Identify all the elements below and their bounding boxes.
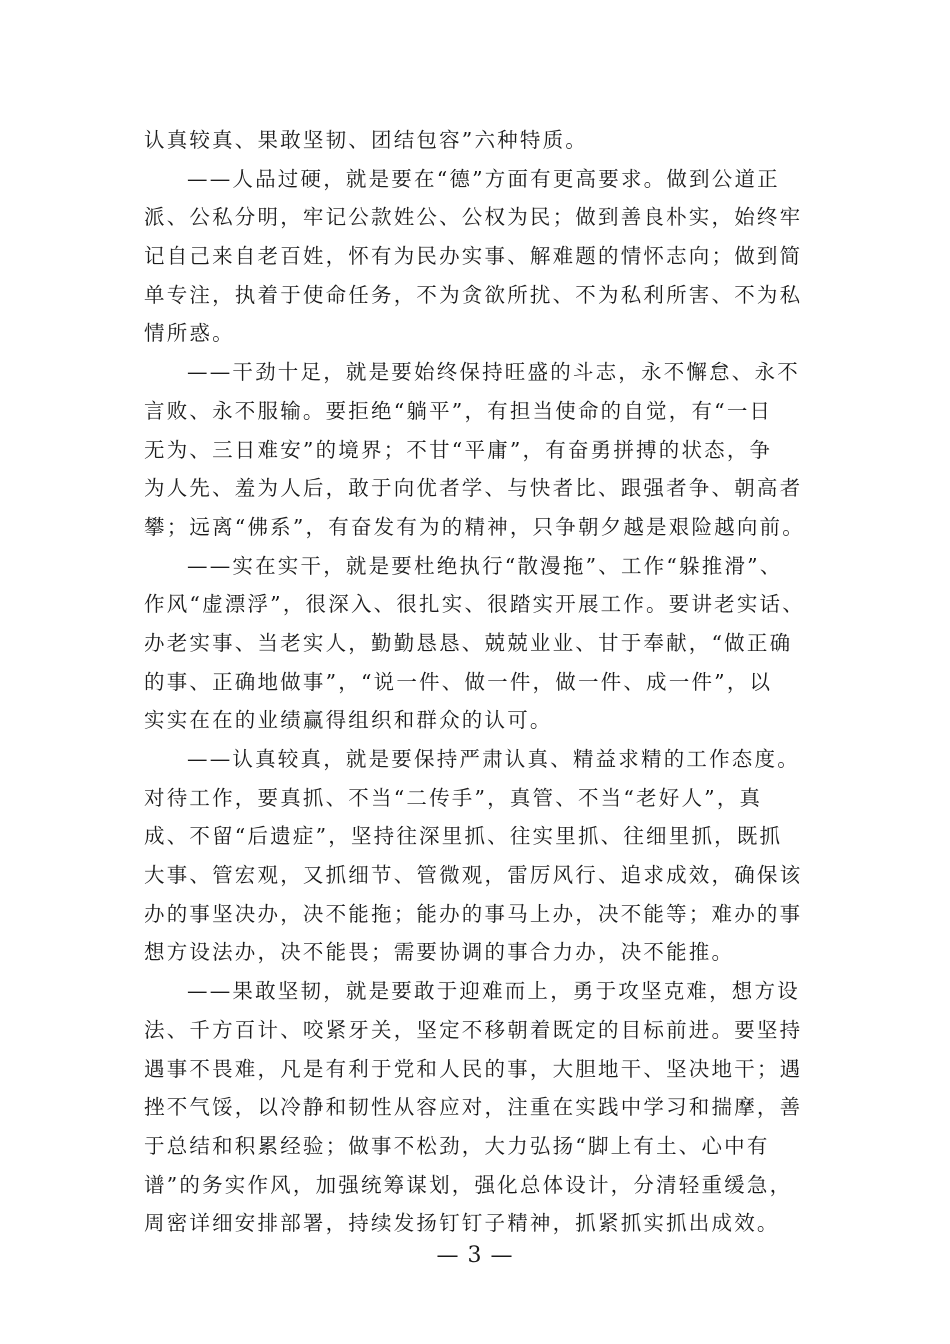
text-line: 认真较真、果敢坚韧、团结包容”六种特质。: [144, 128, 588, 152]
text-line: 于总结和积累经验；做事不松劲，大力弘扬“脚上有土、心中有: [144, 1133, 770, 1158]
text-line: 单专注，执着于使命任务，不为贪欲所扰、不为私利所害、不为私: [144, 282, 803, 307]
text-line: 想方设法办，决不能畏；需要协调的事合力办，决不能推。: [144, 940, 735, 965]
text-line: ——实在实干，就是要杜绝执行“散漫拖”、工作“躲推滑”、: [187, 553, 783, 578]
text-line: 法、千方百计、咬紧牙关，坚定不移朝着既定的目标前进。要坚持: [144, 1017, 803, 1042]
text-line: 攀；远离“佛系”，有奋发有为的精神，只争朝夕越是艰险越向前。: [144, 514, 805, 539]
page-number: — 3 —: [436, 1243, 514, 1268]
text-line: 成、不留“后遗症”，坚持往深里抓、往实里抓、往细里抓，既抓: [144, 824, 783, 849]
text-line: 情所惑。: [144, 321, 235, 346]
text-line: 的事、正确地做事”，“说一件、做一件，做一件、成一件”，以: [144, 669, 773, 694]
text-line: ——干劲十足，就是要始终保持旺盛的斗志，永不懈怠、永不: [187, 360, 800, 385]
text-line: 大事、管宏观，又抓细节、管微观，雷厉风行、追求成效，确保该: [144, 863, 803, 888]
text-line: 为人先、羞为人后，敢于向优者学、与快者比、跟强者争、朝高者: [144, 476, 803, 501]
body-text: [144, 121, 814, 1243]
text-line: 周密详细安排部署，持续发扬钉钉子精神，抓紧抓实抓出成效。: [144, 1211, 780, 1236]
text-line: 言败、永不服输。要拒绝“躺平”，有担当使命的自觉，有“一日: [144, 398, 773, 423]
text-line: 实实在在的业绩赢得组织和群众的认可。: [144, 708, 553, 733]
text-line: 对待工作，要真抓、不当“二传手”，真管、不当“老好人”，真: [144, 785, 763, 810]
text-line: 办老实事、当老实人，勤勤恳恳、兢兢业业、甘于奉献，“做正确: [144, 630, 793, 655]
text-line: 遇事不畏难，凡是有利于党和人民的事，大胆地干、坚决地干；遇: [144, 1056, 803, 1081]
text-line: 记自己来自老百姓，怀有为民办实事、解难题的情怀志向；做到简: [144, 244, 803, 269]
text-line: 作风“虚漂浮”，很深入、很扎实、很踏实开展工作。要讲老实话、: [144, 592, 805, 617]
text-line: 挫不气馁，以冷静和韧性从容应对，注重在实践中学习和揣摩，善: [144, 1095, 803, 1120]
text-line: ——人品过硬，就是要在“德”方面有更高要求。做到公道正: [187, 166, 780, 191]
text-line: 谱”的务实作风，加强统筹谋划，强化总体设计，分清轻重缓急，: [144, 1172, 793, 1197]
text-line: 办的事坚决办，决不能拖；能办的事马上办，决不能等；难办的事: [144, 901, 803, 926]
text-line: 无为、三日难安”的境界；不甘“平庸”，有奋勇拼搏的状态，争: [144, 437, 773, 462]
text-line: ——认真较真，就是要保持严肃认真、精益求精的工作态度。: [187, 747, 800, 771]
text-line: ——果敢坚韧，就是要敢于迎难而上，勇于攻坚克难，想方设: [187, 979, 800, 1004]
text-line: 派、公私分明，牢记公款姓公、公权为民；做到善良朴实，始终牢: [144, 205, 803, 230]
